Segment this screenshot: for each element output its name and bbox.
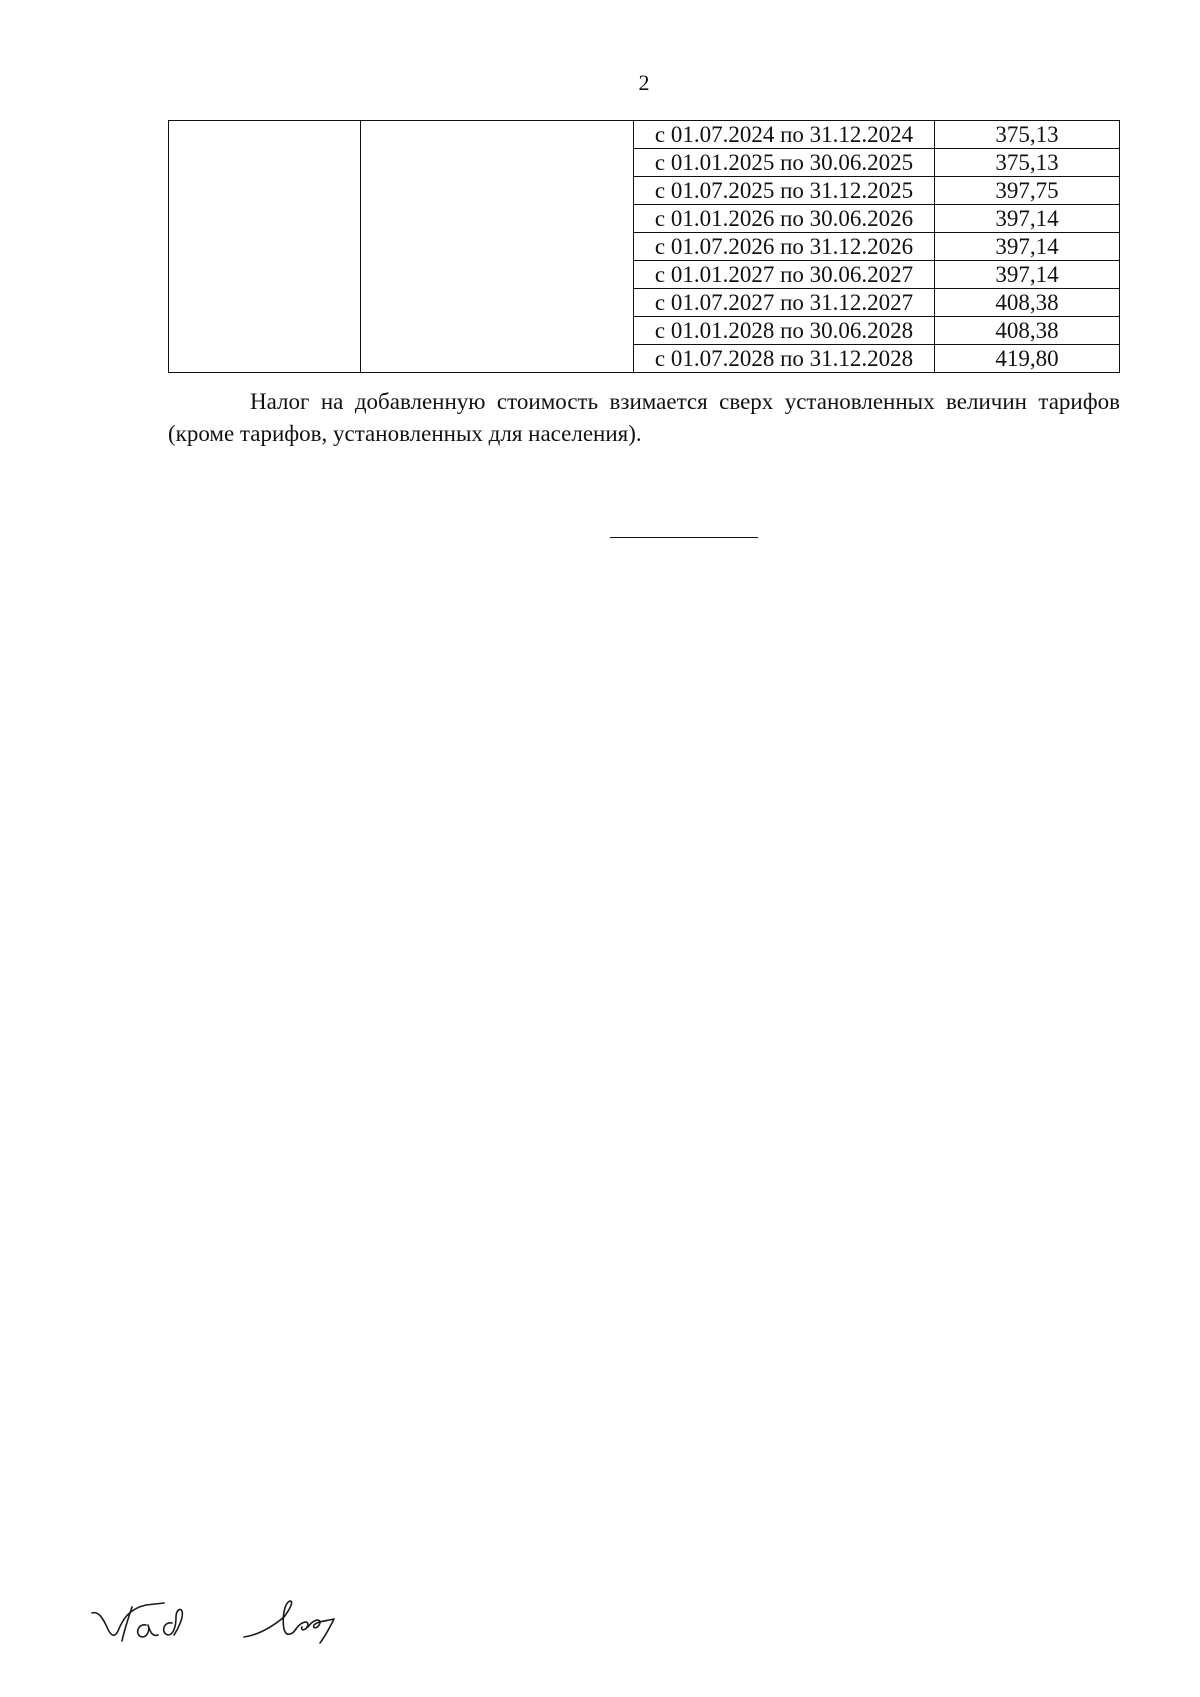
- period-cell: с 01.01.2028 по 30.06.2028: [634, 317, 935, 345]
- tariff-value-cell: 419,80: [935, 345, 1120, 373]
- period-cell: с 01.07.2024 по 31.12.2024: [634, 121, 935, 149]
- period-cell: с 01.07.2026 по 31.12.2026: [634, 233, 935, 261]
- period-cell: с 01.07.2025 по 31.12.2025: [634, 177, 935, 205]
- table-row: [169, 121, 1120, 149]
- tariff-value-cell: 408,38: [935, 289, 1120, 317]
- tariff-value-cell: 397,75: [935, 177, 1120, 205]
- tariff-value-cell: 375,13: [935, 121, 1120, 149]
- merged-empty-cell-2: [361, 121, 634, 373]
- period-cell: с 01.01.2026 по 30.06.2026: [634, 205, 935, 233]
- tariff-value-cell: 397,14: [935, 233, 1120, 261]
- period-cell: с 01.01.2025 по 30.06.2025: [634, 149, 935, 177]
- page-number: 2: [638, 70, 650, 95]
- tariff-table: [168, 120, 1120, 373]
- handwritten-signature: [88, 1595, 368, 1675]
- end-of-text-rule: [610, 537, 758, 538]
- period-cell: с 01.07.2027 по 31.12.2027: [634, 289, 935, 317]
- period-cell: с 01.07.2028 по 31.12.2028: [634, 345, 935, 373]
- merged-empty-cell-1: [169, 121, 361, 373]
- tariff-value-cell: 408,38: [935, 317, 1120, 345]
- tariff-value-cell: 375,13: [935, 149, 1120, 177]
- period-cell: с 01.01.2027 по 30.06.2027: [634, 261, 935, 289]
- tariff-value-cell: 397,14: [935, 205, 1120, 233]
- tariff-value-cell: 397,14: [935, 261, 1120, 289]
- vat-note: Налог на добавленную стоимость взимается сверх установленных величин тарифов (кроме тарифов, установленных для населения).: [168, 389, 1120, 446]
